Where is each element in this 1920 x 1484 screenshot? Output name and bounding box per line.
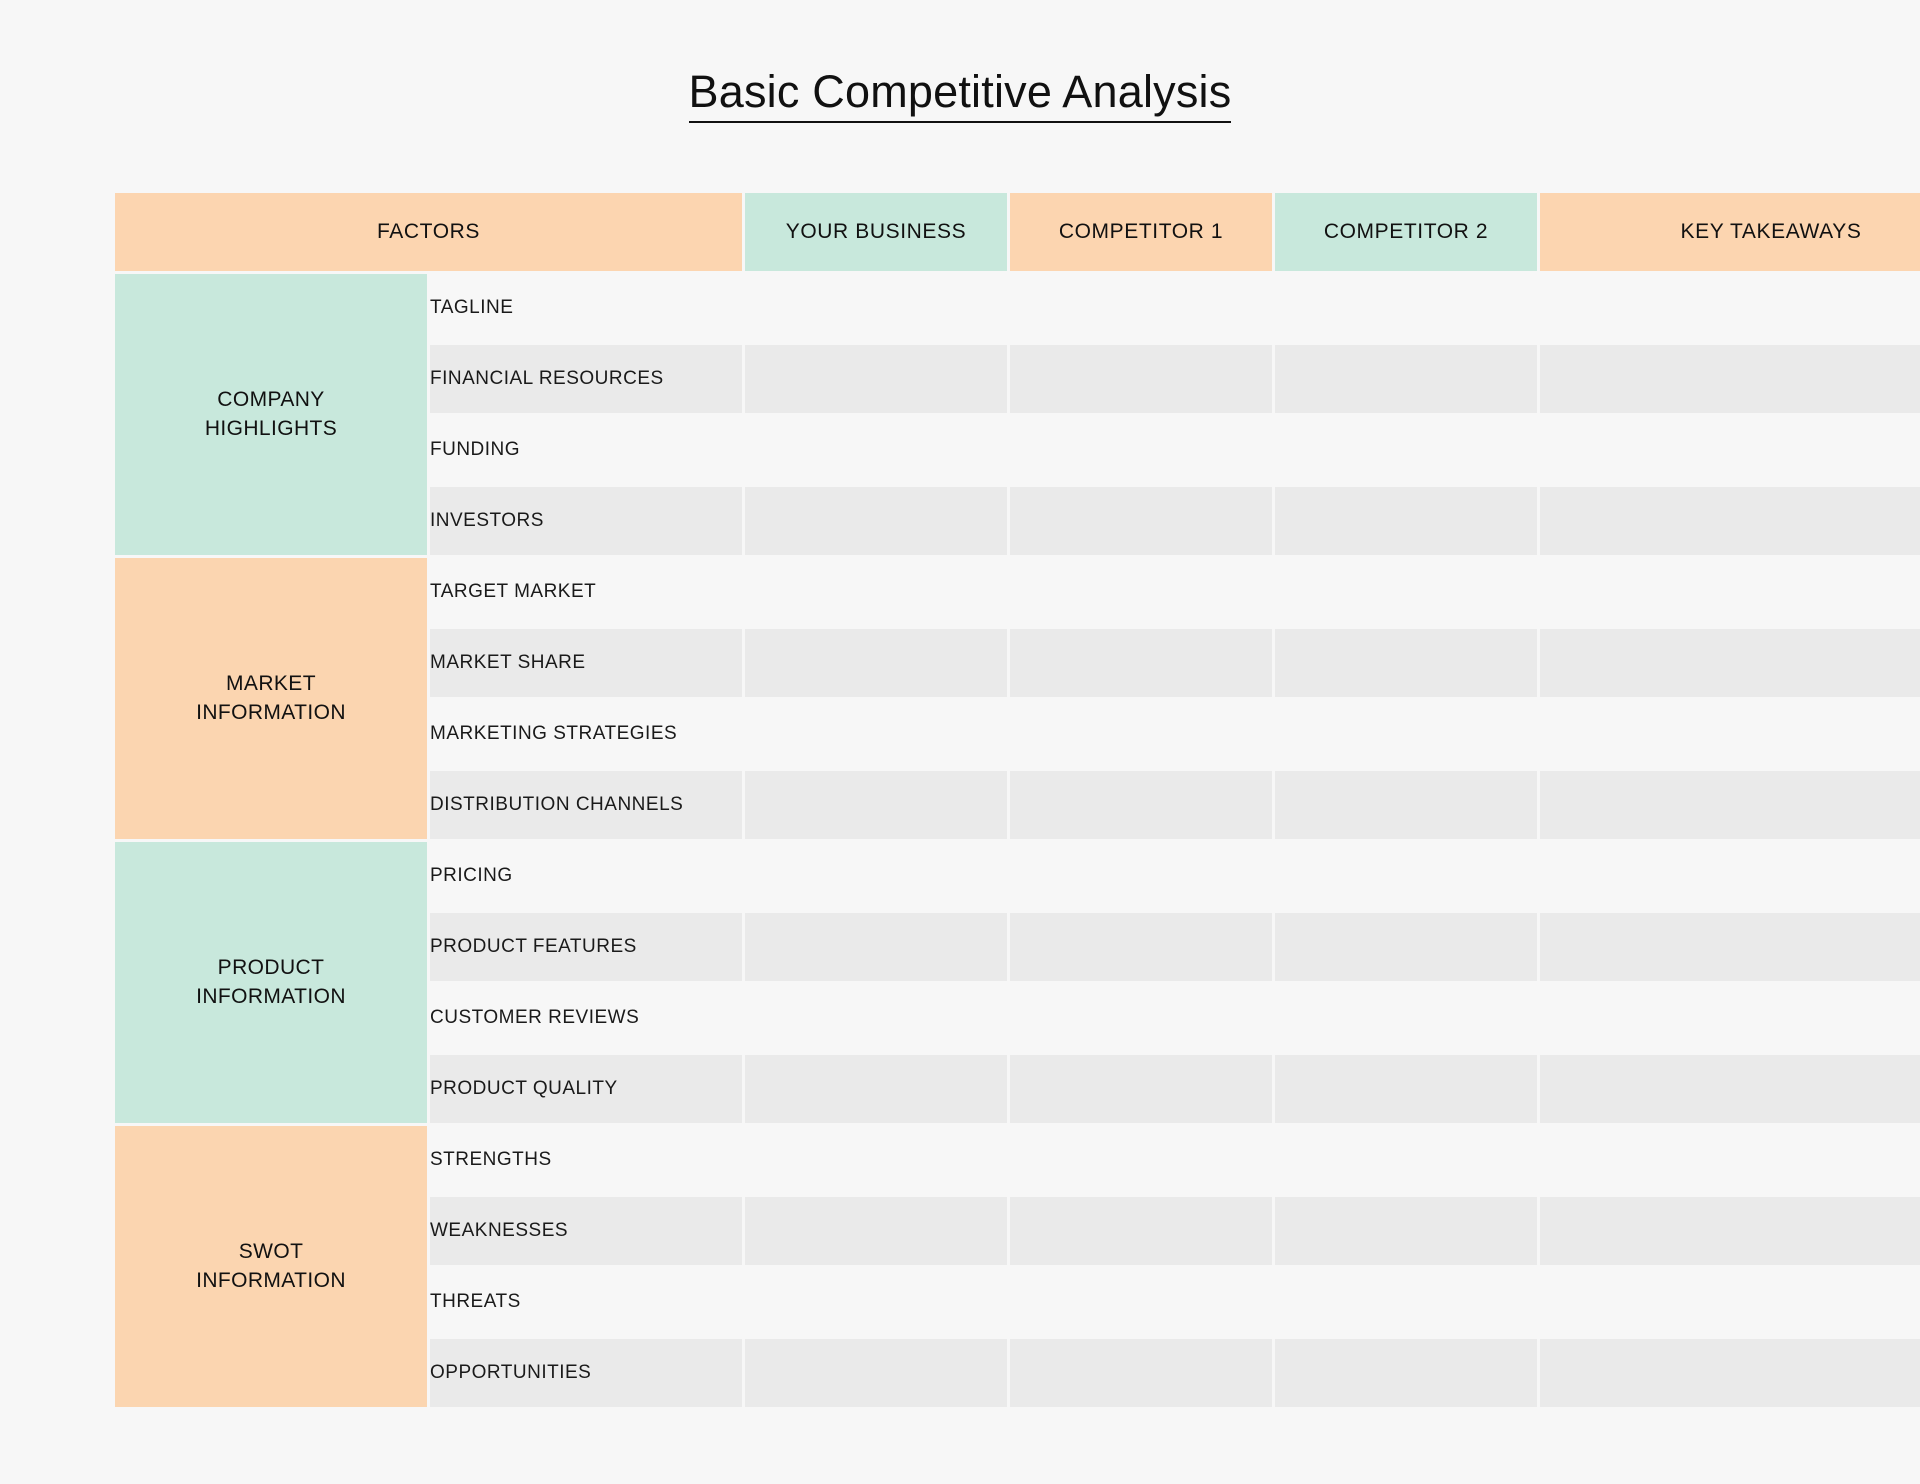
category-label-line2: HIGHLIGHTS xyxy=(204,416,338,440)
cell-competitor-1[interactable] xyxy=(1010,558,1272,626)
cell-key-takeaways[interactable] xyxy=(1540,913,1920,981)
matrix-container xyxy=(50,190,1870,1410)
cell-key-takeaways[interactable] xyxy=(1540,984,1920,1052)
table-row xyxy=(115,1126,1920,1194)
cell-your-business[interactable] xyxy=(745,1055,1007,1123)
cell-competitor-1[interactable] xyxy=(1010,700,1272,768)
cell-competitor-1[interactable] xyxy=(1010,1339,1272,1407)
factor-customer-reviews: CUSTOMER REVIEWS xyxy=(430,1007,640,1028)
cell-key-takeaways[interactable] xyxy=(1540,345,1920,413)
header-your-business: YOUR BUSINESS xyxy=(745,193,1007,271)
cell-competitor-2[interactable] xyxy=(1275,274,1537,342)
factor-investors: INVESTORS xyxy=(430,487,742,555)
cell-key-takeaways[interactable] xyxy=(1540,629,1920,697)
factor-market-share: MARKET SHARE xyxy=(430,629,742,697)
category-company-highlights xyxy=(115,274,427,555)
cell-competitor-2[interactable] xyxy=(1275,487,1537,555)
cell-your-business[interactable] xyxy=(745,487,1007,555)
factor-distribution-channels: DISTRIBUTION CHANNELS xyxy=(430,771,742,839)
table-header xyxy=(115,193,1920,271)
cell-key-takeaways[interactable] xyxy=(1540,487,1920,555)
cell-key-takeaways[interactable] xyxy=(1540,1126,1920,1194)
category-label-line2: INFORMATION xyxy=(196,700,346,724)
table-row xyxy=(115,558,1920,626)
category-label-line1: MARKET xyxy=(226,672,316,696)
header-key-takeaways: KEY TAKEAWAYS xyxy=(1540,193,1920,271)
category-swot-information xyxy=(115,1126,427,1407)
cell-competitor-2[interactable] xyxy=(1275,1268,1537,1336)
cell-competitor-1[interactable] xyxy=(1010,1197,1272,1265)
cell-competitor-2[interactable] xyxy=(1275,771,1537,839)
cell-key-takeaways[interactable] xyxy=(1540,1197,1920,1265)
cell-key-takeaways[interactable] xyxy=(1540,1339,1920,1407)
cell-your-business[interactable] xyxy=(745,700,1007,768)
cell-key-takeaways[interactable] xyxy=(1540,1055,1920,1123)
category-label-line1: PRODUCT xyxy=(217,956,325,980)
factor-product-features: PRODUCT FEATURES xyxy=(430,913,742,981)
cell-key-takeaways[interactable] xyxy=(1540,842,1920,910)
cell-competitor-1[interactable] xyxy=(1010,913,1272,981)
table-row xyxy=(115,842,1920,910)
factor-product-quality: PRODUCT QUALITY xyxy=(430,1055,742,1123)
category-label-line2: INFORMATION xyxy=(196,984,346,1008)
factor-threats: THREATS xyxy=(430,1291,521,1312)
cell-competitor-2[interactable] xyxy=(1275,700,1537,768)
category-product-information xyxy=(115,842,427,1123)
cell-your-business[interactable] xyxy=(745,558,1007,626)
cell-your-business[interactable] xyxy=(745,416,1007,484)
category-label-line1: COMPANY xyxy=(217,388,325,412)
cell-your-business[interactable] xyxy=(745,274,1007,342)
category-label-line1: SWOT xyxy=(238,1240,304,1264)
cell-competitor-2[interactable] xyxy=(1275,1197,1537,1265)
cell-competitor-2[interactable] xyxy=(1275,1055,1537,1123)
cell-key-takeaways[interactable] xyxy=(1540,771,1920,839)
cell-competitor-1[interactable] xyxy=(1010,416,1272,484)
cell-your-business[interactable] xyxy=(745,913,1007,981)
cell-key-takeaways[interactable] xyxy=(1540,1268,1920,1336)
cell-key-takeaways[interactable] xyxy=(1540,274,1920,342)
cell-competitor-1[interactable] xyxy=(1010,842,1272,910)
cell-your-business[interactable] xyxy=(745,629,1007,697)
cell-your-business[interactable] xyxy=(745,1268,1007,1336)
cell-your-business[interactable] xyxy=(745,1339,1007,1407)
factor-financial-resources: FINANCIAL RESOURCES xyxy=(430,345,742,413)
header-competitor-1: COMPETITOR 1 xyxy=(1010,193,1272,271)
cell-your-business[interactable] xyxy=(745,771,1007,839)
cell-competitor-2[interactable] xyxy=(1275,984,1537,1052)
cell-competitor-2[interactable] xyxy=(1275,1126,1537,1194)
cell-competitor-2[interactable] xyxy=(1275,913,1537,981)
cell-your-business[interactable] xyxy=(745,984,1007,1052)
cell-competitor-1[interactable] xyxy=(1010,771,1272,839)
cell-competitor-1[interactable] xyxy=(1010,1126,1272,1194)
competitive-analysis-table xyxy=(112,190,1920,1410)
factor-weaknesses: WEAKNESSES xyxy=(430,1197,742,1265)
cell-competitor-2[interactable] xyxy=(1275,345,1537,413)
cell-your-business[interactable] xyxy=(745,345,1007,413)
cell-competitor-2[interactable] xyxy=(1275,558,1537,626)
header-factors: FACTORS xyxy=(115,193,742,271)
cell-competitor-2[interactable] xyxy=(1275,1339,1537,1407)
category-label-line2: INFORMATION xyxy=(196,1268,346,1292)
cell-competitor-2[interactable] xyxy=(1275,629,1537,697)
cell-your-business[interactable] xyxy=(745,1126,1007,1194)
cell-competitor-1[interactable] xyxy=(1010,1268,1272,1336)
cell-key-takeaways[interactable] xyxy=(1540,416,1920,484)
header-competitor-2: COMPETITOR 2 xyxy=(1275,193,1537,271)
header-row xyxy=(115,193,1920,271)
factor-funding: FUNDING xyxy=(430,439,521,460)
cell-competitor-1[interactable] xyxy=(1010,345,1272,413)
page-title-text: Basic Competitive Analysis xyxy=(689,66,1232,123)
cell-competitor-2[interactable] xyxy=(1275,842,1537,910)
factor-pricing: PRICING xyxy=(430,865,513,886)
cell-key-takeaways[interactable] xyxy=(1540,558,1920,626)
factor-tagline: TAGLINE xyxy=(430,297,514,318)
category-market-information xyxy=(115,558,427,839)
cell-competitor-1[interactable] xyxy=(1010,487,1272,555)
cell-competitor-1[interactable] xyxy=(1010,984,1272,1052)
factor-target-market: TARGET MARKET xyxy=(430,581,597,602)
cell-your-business[interactable] xyxy=(745,842,1007,910)
factor-opportunities: OPPORTUNITIES xyxy=(430,1339,742,1407)
cell-competitor-1[interactable] xyxy=(1010,274,1272,342)
cell-competitor-2[interactable] xyxy=(1275,416,1537,484)
table-body xyxy=(115,274,1920,1407)
cell-key-takeaways[interactable] xyxy=(1540,700,1920,768)
cell-competitor-1[interactable] xyxy=(1010,1055,1272,1123)
factor-marketing-strategies: MARKETING STRATEGIES xyxy=(430,723,678,744)
factor-strengths: STRENGTHS xyxy=(430,1149,552,1170)
table-row xyxy=(115,274,1920,342)
page-title xyxy=(0,0,1920,118)
cell-competitor-1[interactable] xyxy=(1010,629,1272,697)
cell-your-business[interactable] xyxy=(745,1197,1007,1265)
